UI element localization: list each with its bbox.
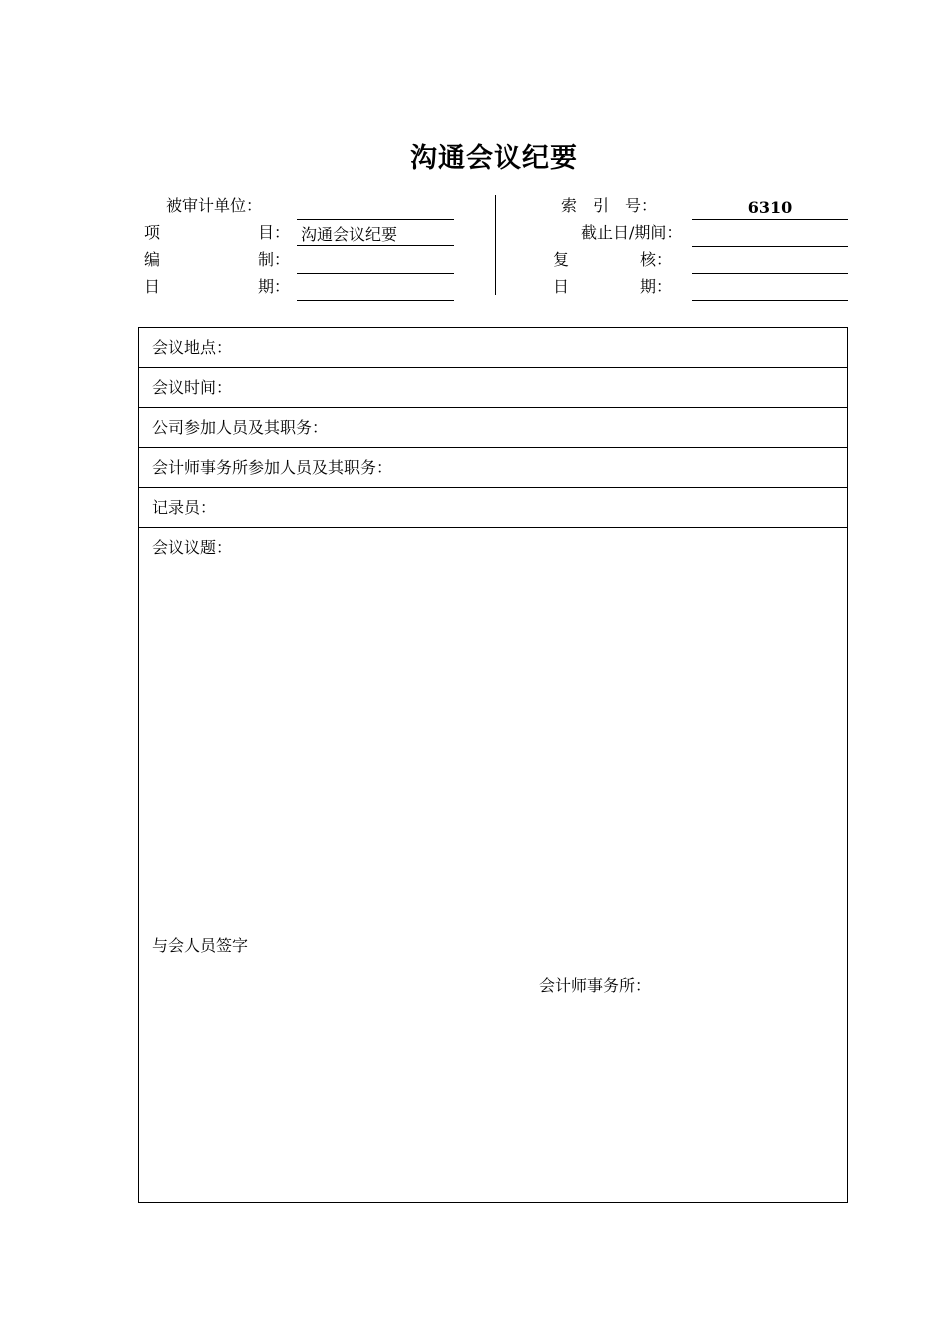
prepared-by-label-b: 制： xyxy=(258,250,291,269)
date-right-field[interactable] xyxy=(692,278,848,301)
minutes-form xyxy=(138,327,848,1203)
reviewed-label-b: 核： xyxy=(640,250,673,269)
project-label-b: 目： xyxy=(258,223,291,242)
date-left-field[interactable] xyxy=(297,278,454,301)
company-attendees-row[interactable]: 公司参加人员及其职务： xyxy=(139,408,847,448)
reviewed-field[interactable] xyxy=(692,251,848,274)
project-field[interactable]: 沟通会议纪要 xyxy=(297,224,454,246)
project-label-a: 项 xyxy=(144,223,161,242)
index-number-label: 索 引 号： xyxy=(561,196,658,215)
audited-entity-label: 被审计单位： xyxy=(166,196,263,215)
date-right-label-a: 日 xyxy=(553,277,570,296)
header-divider xyxy=(495,195,496,295)
audited-entity-field[interactable] xyxy=(297,197,454,220)
firm-signature-label: 会计师事务所： xyxy=(539,976,652,995)
date-left-label-a: 日 xyxy=(144,277,161,296)
cutoff-period-label: 截止日/期间： xyxy=(581,223,683,242)
attendee-signature-label: 与会人员签字 xyxy=(152,936,249,955)
prepared-by-label-a: 编 xyxy=(144,250,161,269)
meeting-location-row[interactable]: 会议地点： xyxy=(139,328,847,368)
meeting-time-row[interactable]: 会议时间： xyxy=(139,368,847,408)
meeting-topic-label: 会议议题： xyxy=(152,538,233,557)
recorder-row[interactable]: 记录员： xyxy=(139,488,847,528)
prepared-by-field[interactable] xyxy=(297,251,454,274)
date-right-label-b: 期： xyxy=(640,277,673,296)
index-number-field[interactable]: 6310 xyxy=(692,197,848,220)
reviewed-label-a: 复 xyxy=(553,250,570,269)
page-title: 沟通会议纪要 xyxy=(410,143,578,174)
date-left-label-b: 期： xyxy=(258,277,291,296)
cutoff-period-field[interactable] xyxy=(692,224,848,247)
firm-attendees-row[interactable]: 会计师事务所参加人员及其职务： xyxy=(139,448,847,488)
